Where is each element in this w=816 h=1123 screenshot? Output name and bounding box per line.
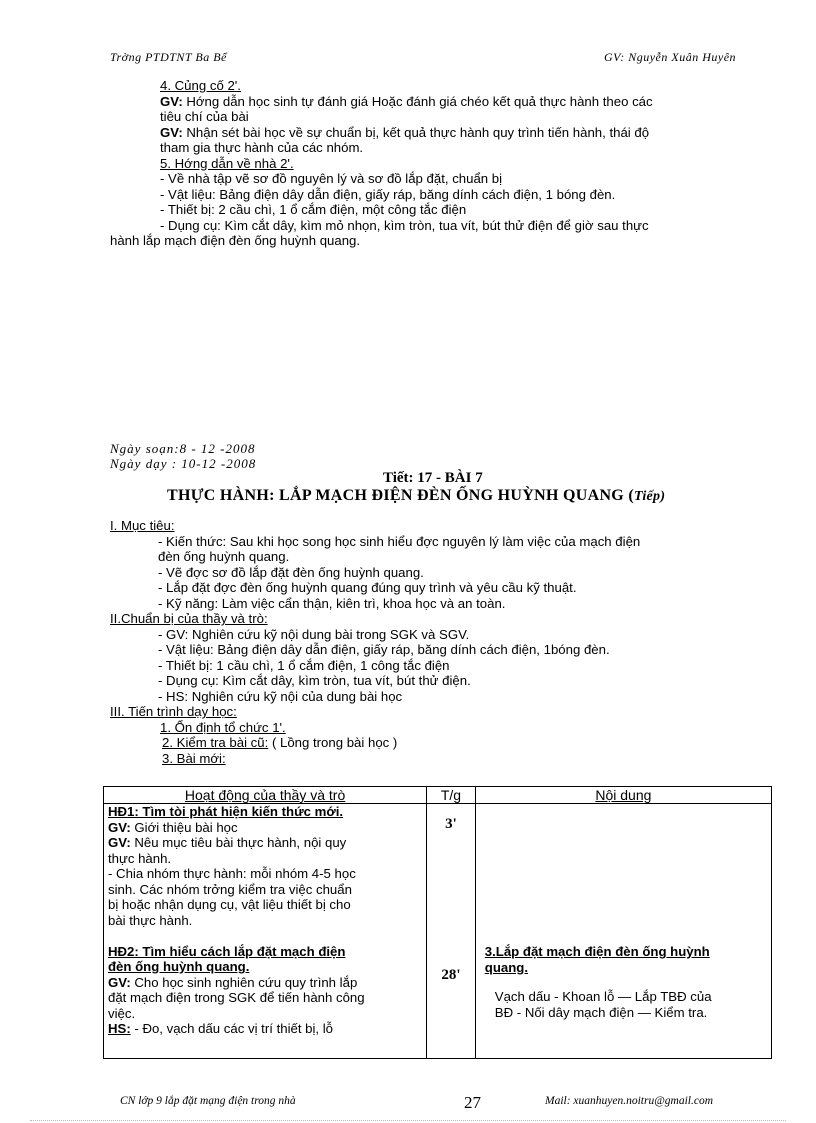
process-step-note: ( Lồng trong bài học ) <box>268 735 398 750</box>
time-value: 3' <box>445 816 457 832</box>
gv-label: GV: <box>108 974 131 990</box>
cell-text: - Đo, vạch dấu các vị trí thiết bị, lỗ <box>130 1021 334 1036</box>
section-5-title: 5. Hớng dẫn về nhà 2'. <box>160 155 294 171</box>
gv-label: GV: <box>108 819 131 835</box>
cell-text: đặt mạch điện trong SGK để tiến hành công <box>108 990 365 1005</box>
date-taught: Ngày dạy : 10-12 -2008 <box>110 456 257 471</box>
content-line: BĐ - Nối dây mạch điện — Kiểm tra. <box>494 1004 708 1020</box>
process-step: 2. Kiểm tra bài cũ: <box>162 735 269 750</box>
preparation-line: - Thiết bị: 1 cầu chì, 1 ổ cắm điện, 1 công tắc điện <box>158 657 450 673</box>
paragraph-text: Nhận sét bài học về sự chuẩn bị, kết quả thực hành quy trình tiến hành, thái độ <box>182 124 650 140</box>
homework-line: hành lắp mạch điện đèn ống huỳnh quang. <box>110 233 361 248</box>
activity-2-title: HĐ2: Tìm hiểu cách lắp đặt mạch điện <box>108 943 346 959</box>
objective-line: - Lắp đặt đợc đèn ống huỳnh quang đúng quy trình và yêu cầu kỹ thuật. <box>158 580 577 595</box>
header-teacher: GV: Nguyễn Xuân Huyên <box>604 50 737 64</box>
cell-text: Cho học sinh nghiên cứu quy trình lắp <box>130 974 358 990</box>
column-header-time: T/g <box>427 787 476 804</box>
content-title: quang. <box>484 959 529 975</box>
content-line: Vạch dấu - Khoan lỗ — Lắp TBĐ của <box>494 989 712 1004</box>
cell-text: bài thực hành. <box>108 912 193 928</box>
homework-line: - Thiết bị: 2 cầu chì, 1 ổ cắm điện, một công tắc điện <box>160 202 467 217</box>
paragraph-text: Hớng dẫn học sinh tự đánh giá Hoặc đánh giá chéo kết quả thực hành theo các <box>182 93 653 109</box>
footer-divider <box>30 1120 786 1121</box>
content-title: 3.Lắp đặt mạch điện đèn ống huỳnh <box>484 944 710 959</box>
paragraph-text: tiêu chí của bài <box>160 109 249 124</box>
cell-text: việc. <box>108 1005 136 1021</box>
cell-text: bị hoặc nhận dụng cụ, vật liệu thiết bị cho <box>108 897 351 912</box>
column-header-activities: Hoạt động của thầy và trò <box>104 787 427 804</box>
lesson-body <box>110 518 640 766</box>
dates <box>110 441 256 471</box>
lesson-table <box>103 786 772 1059</box>
activity-1-title: HĐ1: Tìm tòi phát hiện kiến thức mới. <box>108 804 344 819</box>
objectives-heading: I. Mục tiêu: <box>110 518 175 533</box>
process-step: 3. Bài mới: <box>162 750 226 766</box>
time-value: 28' <box>441 967 461 983</box>
homework-line: - Vật liệu: Bảng điện dây dẫn điện, giấy ráp, băng dính cách điện, 1 bóng đèn. <box>160 186 616 202</box>
table-row <box>104 804 772 1059</box>
cell-text: Giới thiệu bài học <box>130 819 238 835</box>
lesson-number: Tiết: 17 - BÀI 7 <box>383 470 483 486</box>
section-4-title: 4. Củng cố 2'. <box>160 78 241 93</box>
header-school: Trờng PTDTNT Ba Bể <box>110 50 227 64</box>
objective-line: - Kiến thức: Sau khi học song học sinh hiểu đợc nguyên lý làm việc của mạch điện <box>158 533 641 549</box>
content-cell <box>475 804 771 1059</box>
activity-2-title: đèn ống huỳnh quang. <box>108 959 250 974</box>
cell-text: thực hành. <box>108 850 172 866</box>
time-cell <box>427 804 476 1059</box>
gv-label: GV: <box>108 835 131 850</box>
cell-text: - Chia nhóm thực hành: mỗi nhóm 4-5 học <box>108 866 356 881</box>
top-section <box>110 78 653 249</box>
preparation-line: - GV: Nghiên cứu kỹ nội dung bài trong SGK và SGV. <box>158 626 470 642</box>
process-step: 1. Ổn định tổ chức 1'. <box>160 719 286 735</box>
activities-cell <box>104 804 427 1059</box>
hs-label: HS: <box>108 1021 131 1036</box>
cell-text: Nêu mục tiêu bài thực hành, nội quy <box>130 835 347 850</box>
preparation-line: - Dụng cụ: Kìm cắt dây, kìm tròn, tua vít, bút thử điện. <box>158 673 471 688</box>
footer-mail: Mail: xuanhuyen.noitru@gmail.com <box>545 1095 714 1107</box>
homework-line: - Về nhà tập vẽ sơ đồ nguyên lý và sơ đồ lắp đặt, chuẩn bị <box>160 171 503 186</box>
paragraph-text: tham gia thực hành của các nhóm. <box>160 140 364 155</box>
gv-label: GV: <box>160 93 183 109</box>
table-header-row <box>104 787 772 804</box>
gv-label: GV: <box>160 124 183 140</box>
page-number: 27 <box>464 1093 481 1112</box>
cell-text: sinh. Các nhóm trởng kiểm tra việc chuẩn <box>108 881 352 897</box>
preparation-line: - Vật liệu: Bảng điện dây dẫn điện, giấy ráp, băng dính cách điện, 1bóng đèn. <box>158 642 610 657</box>
lesson-title-text: THỰC HÀNH: LẮP MẠCH ĐIỆN ĐÈN ỐNG HUỲNH QUANG ( <box>167 487 634 504</box>
preparation-line: - HS: Nghiên cứu kỹ nội của dung bài học <box>158 688 403 704</box>
date-prepared: Ngày soạn:8 - 12 -2008 <box>110 441 256 456</box>
objective-line: đèn ống huỳnh quang. <box>158 549 290 564</box>
process-heading: III. Tiến trình dạy học: <box>110 704 237 719</box>
objective-line: - Kỹ năng: Làm việc cẩn thận, kiên trì, khoa học và an toàn. <box>158 595 506 611</box>
preparation-heading: II.Chuẩn bị của thầy và trò: <box>110 611 268 626</box>
footer-course: CN lớp 9 lắp đặt mạng điện trong nhà <box>120 1095 296 1107</box>
homework-line: - Dụng cụ: Kìm cắt dây, kìm mỏ nhọn, kìm tròn, tua vít, bút thử điện để giờ sau thực <box>160 217 649 233</box>
lesson-title <box>167 487 665 505</box>
objective-line: - Vẽ đợc sơ đồ lắp đặt đèn ống huỳnh quang. <box>158 564 424 580</box>
column-header-content: Nội dung <box>475 787 771 804</box>
lesson-title-continued: Tiếp) <box>633 489 666 504</box>
